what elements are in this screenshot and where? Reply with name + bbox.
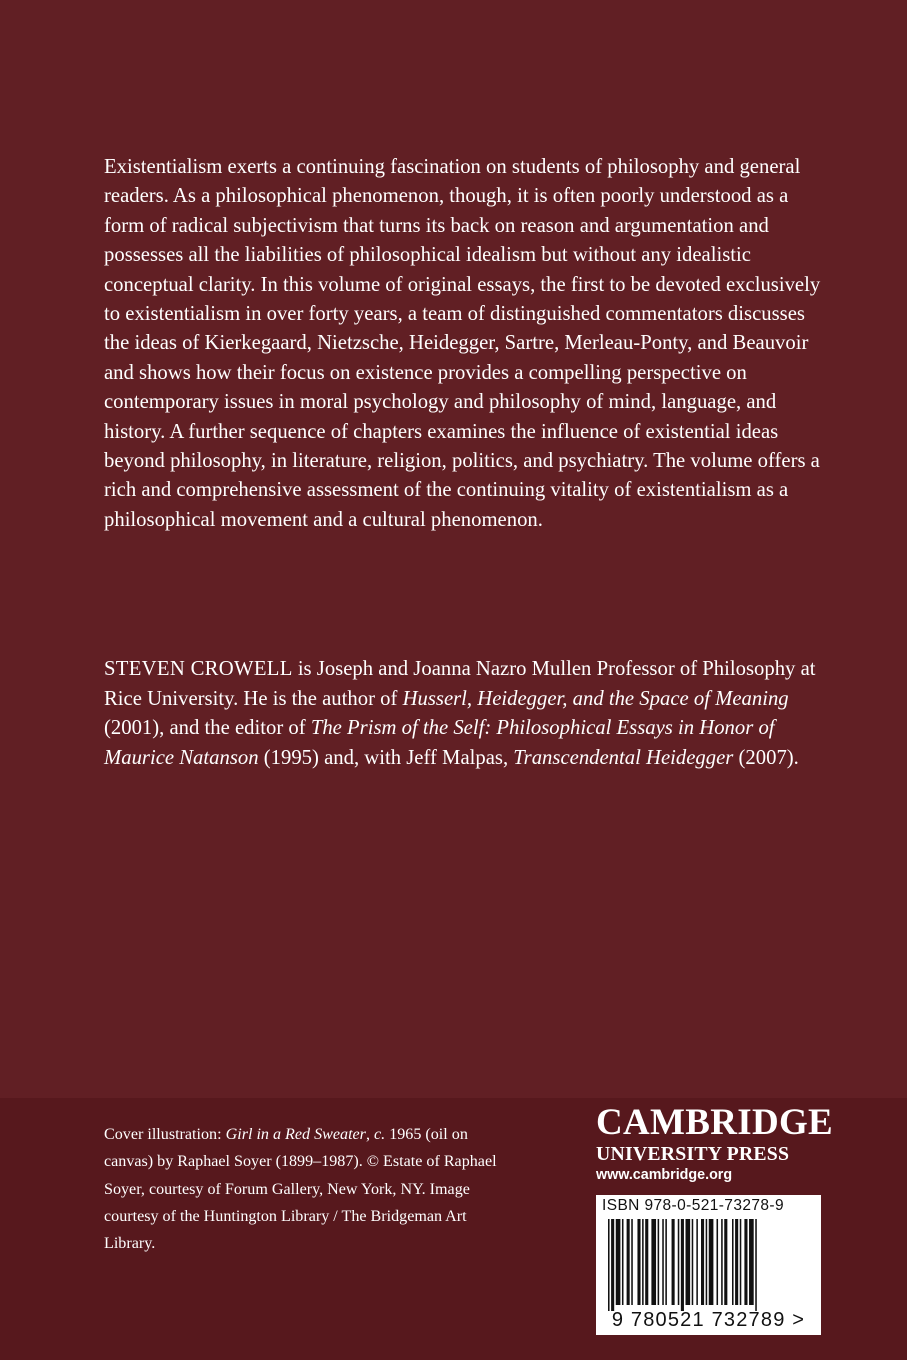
book-title-1: Husserl, Heidegger, and the Space of Meaning [402,687,789,710]
bio-text-1: is Joseph and Joanna Nazro Mullen Professor of Philosophy at Rice University. He is the author of [104,658,816,710]
barcode-digits: 9 780521 732789 > [611,1309,806,1331]
book-title-2: The Prism of the Self: Philosophical Essays in Honor of Maurice Natanson [104,717,775,769]
author-name: STEVEN CROWELL [104,658,293,680]
bio-text-4: (2007). [733,746,799,769]
cover-credit [104,1121,499,1257]
back-cover-blurb: Existentialism exerts a continuing fascination on students of philosophy and general readers. As a philosophical phenomenon, though, it is often poorly understood as a form of radical subjectivism that turns its back on reason and argumentation and possesses all the liabilities of philosophical idealism but without any idealistic conceptual clarity. In this volume of original essays, the first to be devoted exclusively to existentialism in over forty years, a team of distinguished commentators discusses the ideas of Kierkegaard, Nietzsche, Heidegger, Sartre, Merleau-Ponty, and Beauvoir and shows how their focus on existence provides a compelling perspective on contemporary issues in moral psychology and philosophy of mind, language, and history. A further sequence of chapters examines the influence of existential ideas beyond philosophy, in literature, religion, politics, and psychiatry. The volume offers a rich and comprehensive assessment of the continuing vitality of existentialism as a philosophical movement and a cultural phenomenon. [104,156,821,531]
author-bio [104,655,824,773]
barcode-image [608,1219,808,1311]
publisher-logo [596,1102,834,1185]
barcode-box [596,1195,821,1335]
credit-sep: , [365,1126,374,1143]
bio-text-2: (2001), and the editor of [104,717,311,739]
publisher-url: www.cambridge.org [596,1167,733,1183]
publisher-name: CAMBRIDGE [596,1102,834,1143]
credit-prefix: Cover illustration: [104,1126,226,1143]
credit-circa: c. [374,1126,386,1143]
isbn-label: ISBN 978-0-521-73278-9 [602,1197,784,1214]
publisher-subtitle: UNIVERSITY PRESS [596,1143,790,1165]
artwork-title: Girl in a Red Sweater [225,1126,366,1143]
credit-rest: 1965 (oil on canvas) by Raphael Soyer (1899–1987). © Estate of Raphael Soyer, courtesy of Forum Gallery, New York, NY. Image courtesy of the Huntington Library / The Bridgeman Art Library. [104,1126,497,1253]
bio-text-3: (1995) and, with Jeff Malpas, [258,746,514,769]
book-title-3: Transcendental Heidegger [513,746,734,769]
